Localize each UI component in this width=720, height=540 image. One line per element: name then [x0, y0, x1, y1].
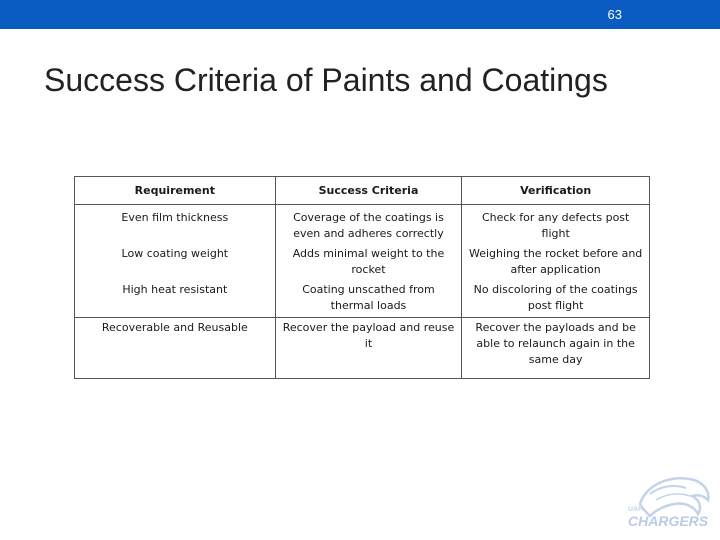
cell-success-criteria: Coating unscathed from thermal loads [275, 280, 462, 318]
header-success-criteria: Success Criteria [275, 177, 462, 205]
cell-success-criteria: Adds minimal weight to the rocket [275, 244, 462, 280]
slide-title: Success Criteria of Paints and Coatings [44, 62, 608, 98]
cell-requirement: Recoverable and Reusable [75, 318, 276, 379]
cell-requirement: High heat resistant [75, 280, 276, 318]
table-row [75, 244, 650, 280]
table-row [75, 205, 650, 245]
cell-requirement: Even film thickness [75, 205, 276, 245]
cell-verification: Check for any defects post flight [462, 205, 650, 245]
cell-verification: Recover the payloads and be able to relaunch again in the same day [462, 318, 650, 379]
logo-sub-text: UAH [628, 506, 644, 513]
logo-text: CHARGERS [628, 513, 709, 529]
cell-verification: No discoloring of the coatings post flight [462, 280, 650, 318]
cell-success-criteria: Recover the payload and reuse it [275, 318, 462, 379]
header-verification: Verification [462, 177, 650, 205]
header-requirement: Requirement [75, 177, 276, 205]
cell-requirement: Low coating weight [75, 244, 276, 280]
table-row [75, 280, 650, 318]
cell-success-criteria: Coverage of the coatings is even and adheres correctly [275, 205, 462, 245]
slide-number: 63 [607, 7, 622, 22]
table-row [75, 318, 650, 379]
success-criteria-table [74, 176, 650, 379]
top-bar [0, 0, 720, 29]
cell-verification: Weighing the rocket before and after application [462, 244, 650, 280]
table-header-row [75, 177, 650, 205]
